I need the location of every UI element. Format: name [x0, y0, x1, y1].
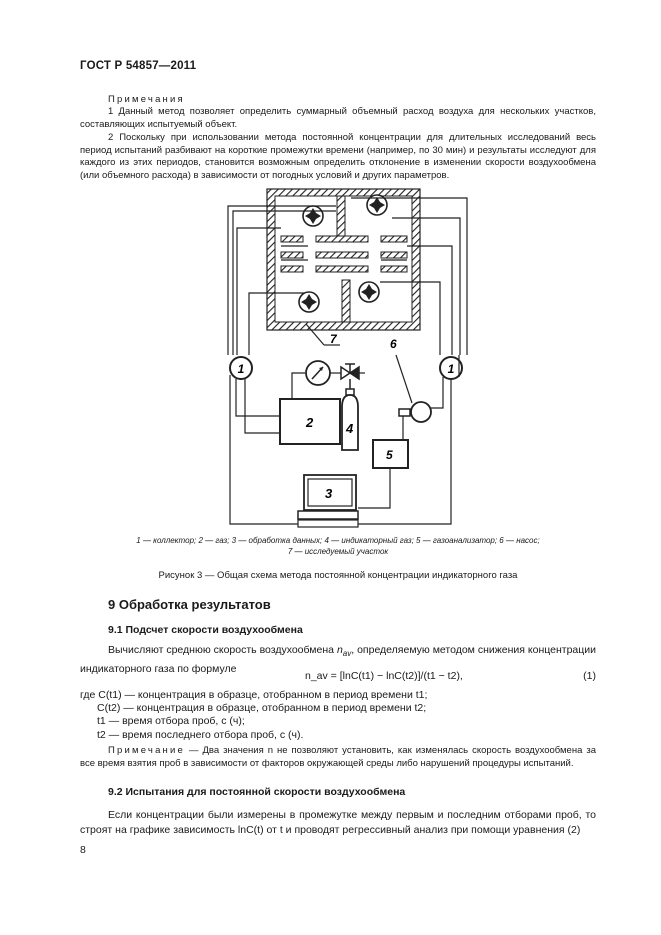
label-data-processing: 3 [325, 486, 333, 501]
definition-item: C(t2) — концентрация в образце, отобранном в период времени t2; [97, 702, 427, 715]
label-gas-analyzer: 5 [386, 448, 393, 462]
page-number: 8 [80, 844, 86, 856]
label-collector-right: 1 [447, 362, 455, 376]
indicator-gas-cylinder [342, 389, 358, 450]
figure-caption: Рисунок 3 — Общая схема метода постоянной концентрации индикаторного газа [158, 570, 518, 581]
pressure-gauge-icon [306, 361, 330, 385]
section-9-2-title: 9.2 Испытания для постоянной скорости воздухообмена [108, 786, 406, 798]
label-object: 7 [330, 332, 337, 346]
definition-item: t2 — время последнего отбора проб, с (ч). [97, 728, 304, 741]
valve-icon [341, 364, 359, 389]
label-pump: 6 [390, 337, 397, 351]
fan-icon [359, 282, 379, 302]
label-indicator-gas: 4 [346, 421, 354, 436]
section-9-1-note: Примечание — Два значения n не позволяют установить, как изменялась скорость воздухообмена за все время взятия проб в зависимости от факторов окружающей среды либо нарушений процедуры испытаний. [80, 745, 596, 769]
note-item-2: 2 Поскольку при использовании метода постоянной концентрации для длительных исследований весь период испытаний разбивают на короткие промежутки времени (например, по 30 мин) и результаты исследуют для каждого из этих периодов, становится возможным определить отклонение в изменении скорости воздухообмена (или объемного расхода) в зависимости от погодных условий и других параметров. [80, 132, 596, 181]
note-item-1: 1 Данный метод позволяет определить суммарный объемный расход воздуха для нескольких участков, составляющих испытуемый объект. [80, 106, 596, 130]
figure-legend-line-2: 7 — исследуемый участок [287, 547, 389, 556]
section-9-2-paragraph: Если концентрации были измерены в промежутке между первым и последним отборами проб, то строят на графике зависимость lnC(t) от t и проводят регрессивный анализ при помощи уравнения (2) [80, 809, 596, 836]
section-9-1-title: 9.1 Подсчет скорости воздухообмена [108, 624, 303, 636]
section-9-1-paragraph: Вычисляют среднюю скорость воздухообмена $n_{av}$, определяемую методом снижения концентрации индикаторного газа по формуле [80, 644, 597, 675]
label-gas: 2 [306, 415, 314, 430]
notes-title: Примечания [108, 94, 185, 105]
document-header: ГОСТ Р 54857—2011 [80, 60, 197, 72]
formula-definitions: где C(t1) — концентрация в образце, отобранном в период времени t1; C(t2) — концентрация в образце, отобранном в период времени t2; t1 — время отбора проб, с (ч); t2 — время последнего отбора проб, с (ч). [80, 689, 596, 742]
figure-legend-line-1: 1 — коллектор; 2 — газ; 3 — обработка данных; 4 — индикаторный газ; 5 — газоанализатор; 6 — насос; [136, 536, 540, 545]
fan-icon [299, 292, 319, 312]
definition-item: C(t1) — концентрация в образце, отобранном в период времени t1; [98, 689, 428, 701]
formula-expression: n_av = [lnC(t1) − lnC(t2)]/(t1 − t2), [305, 670, 463, 682]
collector-left [230, 357, 252, 379]
computer-icon [298, 475, 358, 527]
fan-icon [303, 206, 323, 226]
formula-number: (1) [583, 670, 596, 682]
label-collector-left: 1 [237, 362, 245, 376]
section-9-title: 9 Обработка результатов [108, 597, 271, 612]
pump-icon [378, 355, 431, 440]
definition-item: t1 — время отбора проб, с (ч); [97, 715, 245, 728]
